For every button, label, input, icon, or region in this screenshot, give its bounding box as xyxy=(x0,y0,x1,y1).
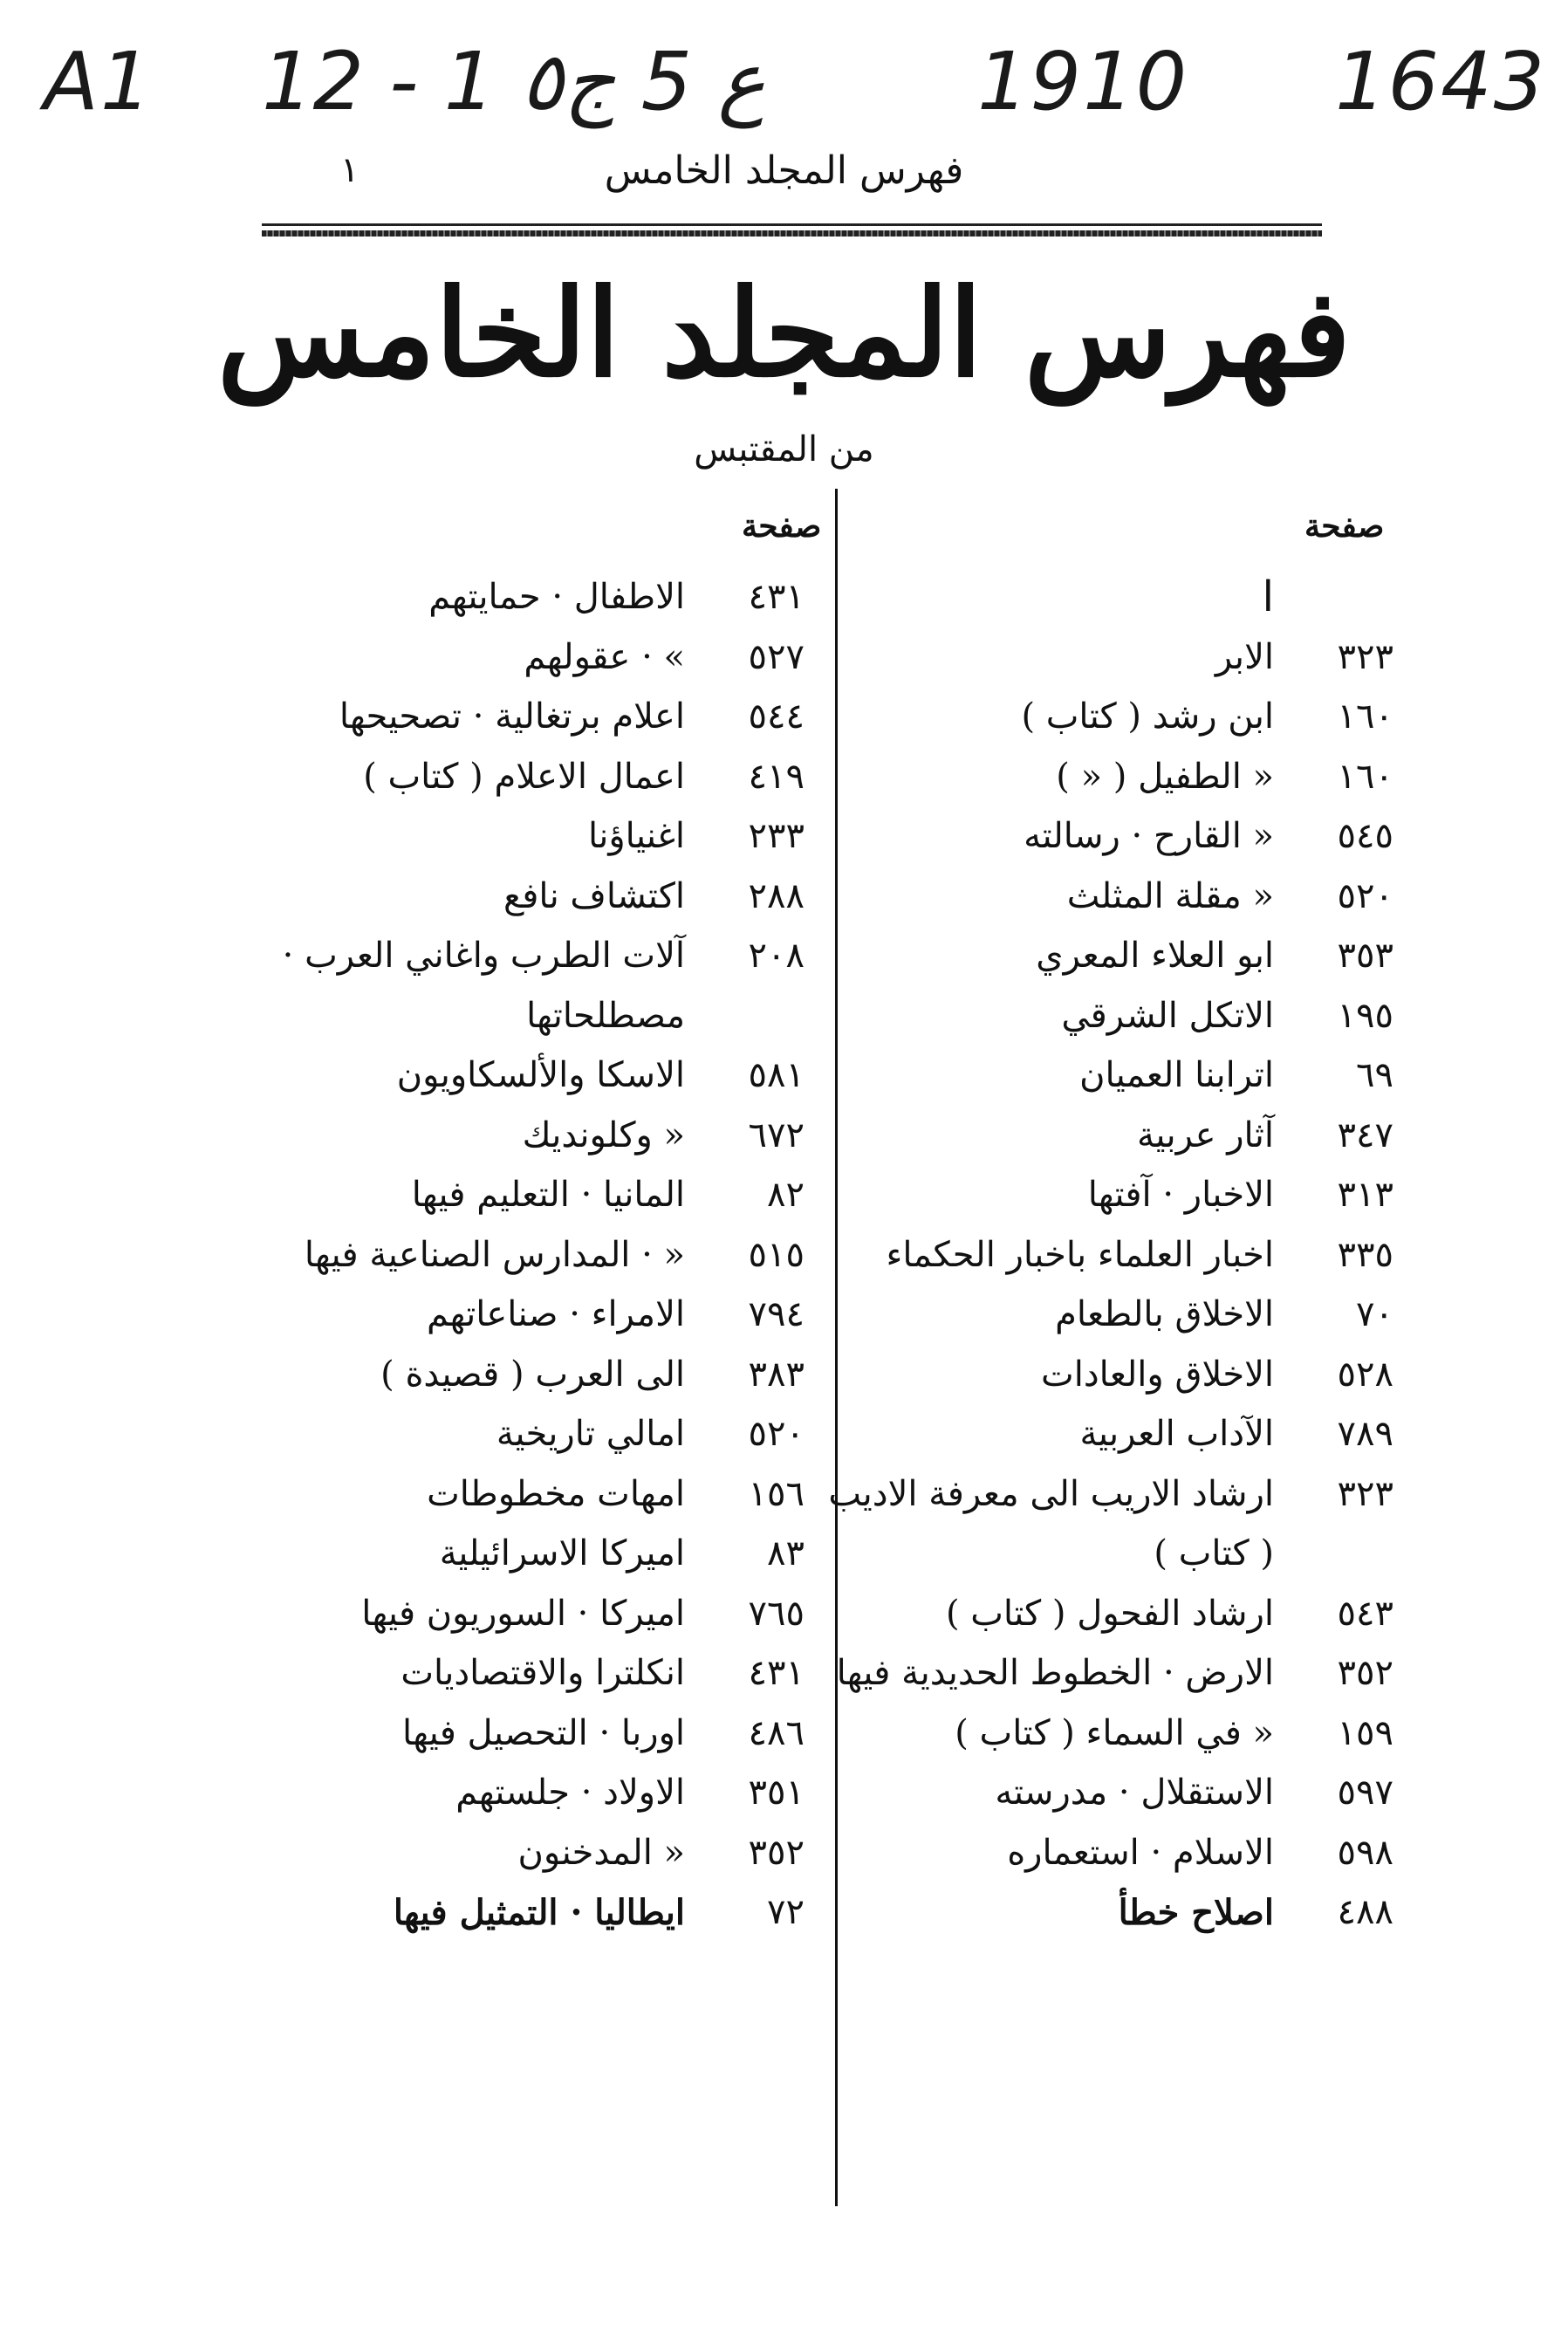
index-entry xyxy=(176,867,805,927)
index-entry xyxy=(176,1165,805,1225)
entry-page: ١٥٩ xyxy=(1337,1712,1393,1753)
entry-text: ( كتاب ) xyxy=(1154,1533,1274,1574)
entry-page: ٨٢ xyxy=(767,1175,805,1216)
entry-text: الاولاد · جلستهم xyxy=(455,1772,685,1813)
entry-text: اصلاح خطأ xyxy=(1118,1891,1274,1933)
index-entry xyxy=(176,806,805,867)
index-entry xyxy=(730,926,1393,986)
index-entry xyxy=(176,1106,805,1166)
entry-text: « وكلونديك xyxy=(522,1114,685,1155)
entry-text: امالي تاريخية xyxy=(496,1414,685,1455)
index-entry xyxy=(730,1225,1393,1286)
index-entry-continuation xyxy=(176,986,805,1046)
entry-page: ٣٤٧ xyxy=(1337,1114,1393,1155)
entry-text: الآداب العربية xyxy=(1079,1414,1274,1455)
entry-page: ٧٠ xyxy=(1356,1294,1393,1335)
handwritten-catalog-code: A1 xyxy=(44,35,154,128)
entry-text: الى العرب ( قصيدة ) xyxy=(380,1354,685,1395)
entry-text: اوربا · التحصيل فيها xyxy=(402,1712,685,1753)
index-entry xyxy=(730,806,1393,867)
handwritten-year: 1910 xyxy=(977,35,1189,128)
entry-page: ٥٤٥ xyxy=(1337,816,1393,857)
index-entry xyxy=(176,1524,805,1584)
entry-page: ٥٢٨ xyxy=(1337,1354,1393,1395)
index-entry xyxy=(730,747,1393,807)
index-entry xyxy=(176,926,805,986)
entry-page: ٢٠٨ xyxy=(748,936,805,977)
entry-text: اكتشاف نافع xyxy=(503,875,685,916)
index-entry xyxy=(176,567,805,627)
entry-page: ٤٣١ xyxy=(748,1653,805,1694)
entry-page: ٤٨٦ xyxy=(748,1712,805,1753)
entry-page: ٣٣٥ xyxy=(1337,1234,1393,1275)
entry-page: ٣٥٢ xyxy=(748,1832,805,1873)
index-column-right xyxy=(730,567,1393,1943)
entry-text: الارض · الخطوط الحديدية فيها xyxy=(836,1653,1274,1694)
entry-text: الاستقلال · مدرسته xyxy=(995,1772,1274,1813)
entry-text: الاخبار · آفتها xyxy=(1087,1175,1274,1216)
index-entry xyxy=(730,1823,1393,1883)
entry-text: « الطفيل ( « ) xyxy=(1056,756,1274,797)
running-header-title: فهرس المجلد الخامس xyxy=(604,148,964,193)
page-title: فهرس المجلد الخامس xyxy=(216,262,1351,404)
entry-page: ٣٥١ xyxy=(748,1772,805,1813)
entry-text: ابن رشد ( كتاب ) xyxy=(1021,696,1274,737)
entry-text: اغنياؤنا xyxy=(588,816,685,857)
entry-text: الاطفال · حمايتهم xyxy=(428,577,685,618)
section-letter: ا xyxy=(1262,573,1274,622)
entry-page: ٥٤٤ xyxy=(748,696,805,737)
entry-page: ٢٣٣ xyxy=(748,816,805,857)
index-entry xyxy=(730,1643,1393,1704)
entry-page: ٧٨٩ xyxy=(1337,1414,1393,1455)
entry-text: انكلترا والاقتصاديات xyxy=(401,1653,685,1694)
handwritten-volume-issue: 12 - 1 ع 5 ج٥ xyxy=(262,35,766,128)
entry-text: آلات الطرب واغاني العرب · xyxy=(282,936,685,977)
left-column-header: صفحة xyxy=(742,508,822,545)
entry-text: اخبار العلماء باخبار الحكماء xyxy=(886,1234,1274,1275)
entry-text: الابر xyxy=(1215,636,1274,677)
entry-text: الامراء · صناعاتهم xyxy=(427,1294,685,1335)
index-entry xyxy=(176,1285,805,1345)
entry-text: الاخلاق بالطعام xyxy=(1055,1294,1274,1335)
entry-text: ايطاليا · التمثيل فيها xyxy=(393,1891,685,1933)
entry-text: » · عقولهم xyxy=(524,636,685,677)
entry-page: ٢٨٨ xyxy=(748,875,805,916)
index-entry xyxy=(730,1584,1393,1644)
index-entry xyxy=(730,1404,1393,1464)
entry-text: « القارح · رسالته xyxy=(1024,816,1274,857)
index-entry xyxy=(730,1046,1393,1106)
index-entry xyxy=(730,986,1393,1046)
index-entry xyxy=(176,1823,805,1883)
entry-page: ٣٨٣ xyxy=(748,1354,805,1395)
entry-text: « · المدارس الصناعية فيها xyxy=(304,1234,685,1275)
entry-page: ٧٢ xyxy=(767,1892,805,1933)
entry-page: ٤١٩ xyxy=(748,756,805,797)
entry-page: ٥٢٧ xyxy=(748,636,805,677)
entry-page: ٥٨١ xyxy=(748,1055,805,1096)
entry-text: اميركا · السوريون فيها xyxy=(361,1593,685,1634)
index-entry xyxy=(176,1404,805,1464)
entry-page: ١٩٥ xyxy=(1337,995,1393,1036)
index-entry xyxy=(730,1464,1393,1525)
entry-page: ٨٣ xyxy=(767,1533,805,1574)
entry-text: « مقلة المثلث xyxy=(1066,875,1274,916)
entry-text: الاسلام · استعماره xyxy=(1007,1832,1274,1873)
entry-page: ٣٥٢ xyxy=(1337,1653,1393,1694)
entry-page: ١٦٠ xyxy=(1337,756,1393,797)
entry-text: اعمال الاعلام ( كتاب ) xyxy=(363,756,685,797)
index-entry xyxy=(176,1704,805,1764)
page-number: ١ xyxy=(340,150,359,190)
entry-text: الاخلاق والعادات xyxy=(1041,1354,1274,1395)
entry-text: ابو العلاء المعري xyxy=(1036,936,1274,977)
entry-text: اترابنا العميان xyxy=(1079,1055,1274,1096)
entry-page: ٥٩٧ xyxy=(1337,1772,1393,1813)
index-entry xyxy=(176,627,805,688)
index-entry xyxy=(730,1345,1393,1405)
entry-text: ارشاد الفحول ( كتاب ) xyxy=(945,1593,1274,1634)
entry-page: ٧٦٥ xyxy=(748,1593,805,1634)
entry-page: ٥١٥ xyxy=(748,1234,805,1275)
index-entry xyxy=(176,1584,805,1644)
entry-text: ارشاد الاريب الى معرفة الاديب xyxy=(828,1473,1274,1514)
index-entry xyxy=(176,1763,805,1823)
entry-page: ٦٧٢ xyxy=(748,1114,805,1155)
index-entry xyxy=(730,627,1393,688)
index-entry xyxy=(730,1704,1393,1764)
entry-page: ٣١٣ xyxy=(1337,1175,1393,1216)
entry-text: مصطلحاتها xyxy=(526,995,685,1036)
subtitle: من المقتبس xyxy=(694,429,874,470)
index-entry xyxy=(176,1345,805,1405)
entry-page: ١٦٠ xyxy=(1337,696,1393,737)
entry-text: الاسكا والألسكاويون xyxy=(396,1055,685,1096)
entry-page: ٥٤٣ xyxy=(1337,1593,1393,1634)
entry-text: الاتكل الشرقي xyxy=(1061,995,1274,1036)
index-entry xyxy=(730,1882,1393,1943)
index-entry xyxy=(730,1165,1393,1225)
index-entry xyxy=(730,567,1393,627)
entry-text: « في السماء ( كتاب ) xyxy=(955,1712,1274,1753)
entry-text: امهات مخطوطات xyxy=(427,1473,685,1514)
index-entry xyxy=(176,687,805,747)
entry-page: ٦٩ xyxy=(1356,1055,1393,1096)
entry-text: اعلام برتغالية · تصحيحها xyxy=(339,696,685,737)
entry-page: ٤٣١ xyxy=(748,577,805,618)
index-entry xyxy=(176,1882,805,1943)
index-entry xyxy=(176,1225,805,1286)
index-entry xyxy=(176,747,805,807)
index-entry xyxy=(730,1285,1393,1345)
index-entry xyxy=(730,1106,1393,1166)
right-column-header: صفحة xyxy=(1304,508,1385,545)
entry-page: ٤٨٨ xyxy=(1337,1892,1393,1933)
header-rule-top xyxy=(262,223,1322,226)
index-entry-continuation xyxy=(730,1524,1393,1584)
entry-page: ١٥٦ xyxy=(748,1473,805,1514)
entry-page: ٥٢٠ xyxy=(748,1414,805,1455)
index-entry xyxy=(176,1643,805,1704)
entry-page: ٧٩٤ xyxy=(748,1294,805,1335)
entry-page: ٣٢٣ xyxy=(1337,1473,1393,1514)
index-entry xyxy=(176,1046,805,1106)
index-entry xyxy=(730,867,1393,927)
entry-page: ٣٢٣ xyxy=(1337,636,1393,677)
index-entry xyxy=(730,687,1393,747)
entry-page: ٣٥٣ xyxy=(1337,936,1393,977)
entry-text: اميركا الاسرائيلية xyxy=(439,1533,685,1574)
index-entry xyxy=(730,1763,1393,1823)
handwritten-item-number: 1643 xyxy=(1335,35,1547,128)
entry-page: ٥٢٠ xyxy=(1337,875,1393,916)
index-column-left xyxy=(176,567,805,1943)
header-rule-bottom xyxy=(262,230,1322,237)
index-entry xyxy=(176,1464,805,1525)
entry-text: المانيا · التعليم فيها xyxy=(411,1175,685,1216)
entry-text: آثار عربية xyxy=(1136,1114,1274,1155)
entry-page: ٥٩٨ xyxy=(1337,1832,1393,1873)
entry-text: « المدخنون xyxy=(517,1832,685,1873)
